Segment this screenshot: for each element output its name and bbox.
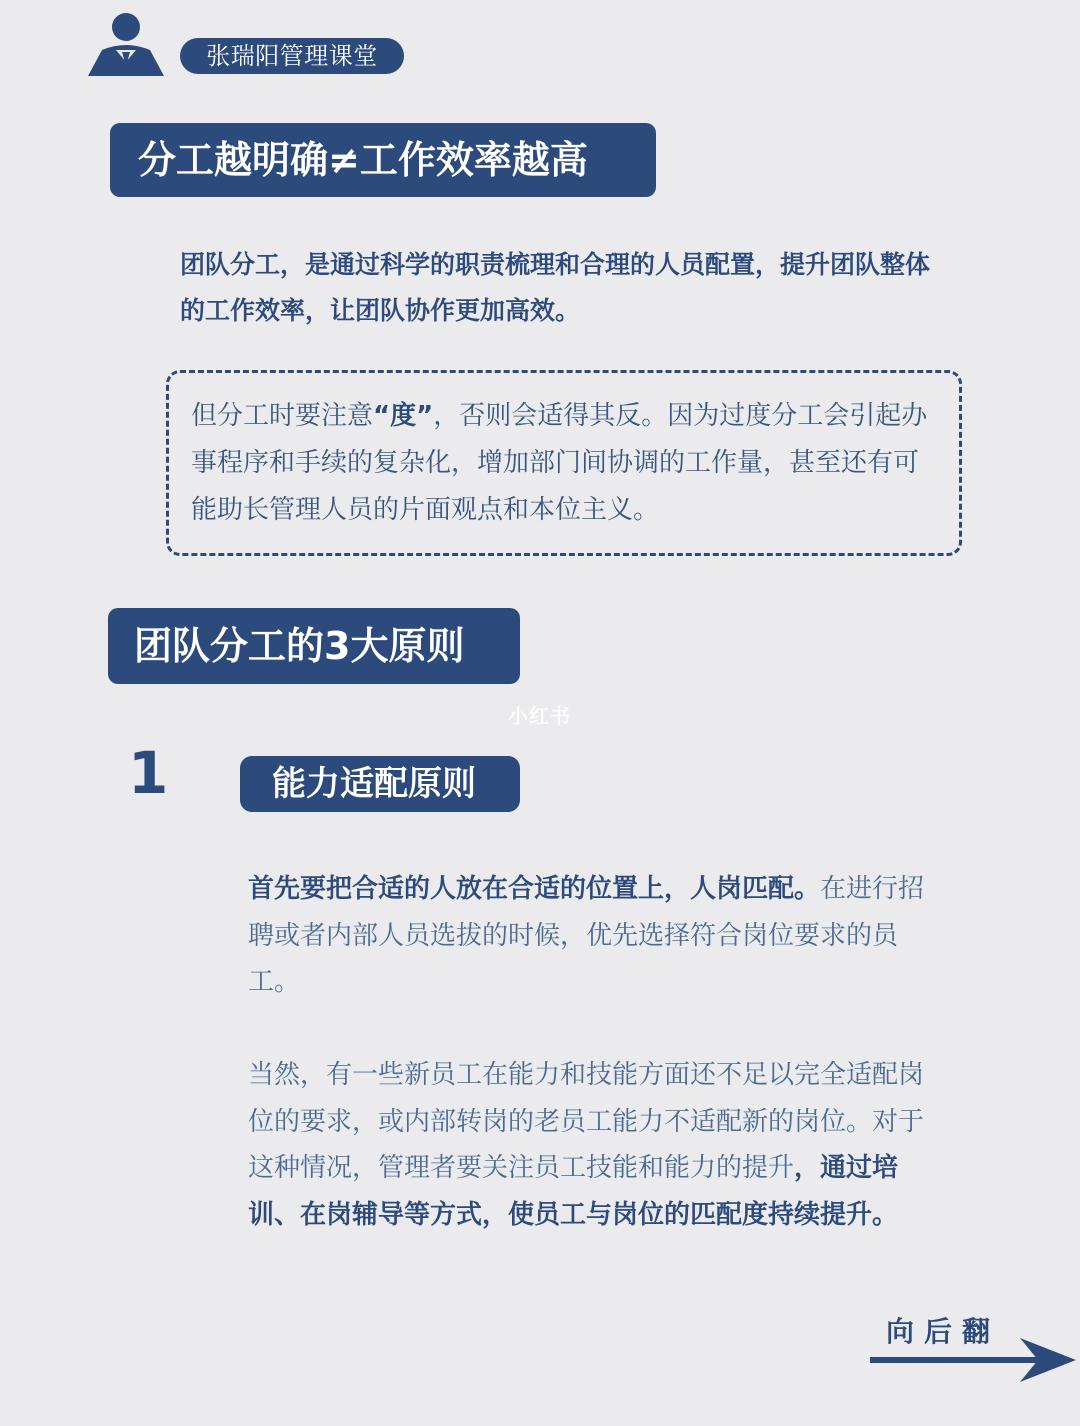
note-emphasis: “度” — [373, 401, 434, 431]
note-text-prefix: 但分工时要注意 — [191, 401, 374, 431]
note-text-rest: ，否则会适得其反。因为过度分工会引起办事程序和手续的复杂化，增加部门间协调的工作量，甚至还有可能助长管理人员的片面观点和本位主义。 — [191, 401, 928, 525]
intro-paragraph: 团队分工，是通过科学的职责梳理和合理的人员配置，提升团队整体的工作效率，让团队协作更加高效。 — [180, 250, 931, 325]
para2-start: 当然，有一些新员工在能力和技能方面还不足以完全适配岗位的要求，或内部转岗的老员工能力不适配新的岗位。对于这种情况，管理者要关注员工技能和能力的提升 — [248, 1060, 925, 1183]
para1-rest: 在进行招聘或者内部人员选拔的时候，优先选择符合岗位要求的员工。 — [248, 874, 925, 997]
user-avatar-icon — [86, 10, 166, 76]
principle-paragraph-2 — [248, 1052, 938, 1238]
principle-title: 能力适配原则 — [240, 756, 520, 812]
brand-label: 张瑞阳管理课堂 — [180, 38, 404, 74]
next-page-label[interactable]: 向后翻 — [886, 1315, 1001, 1348]
principle-paragraph-1 — [248, 866, 938, 1006]
para2-bold: ，通过培训、在岗辅导等方式，使员工与岗位的匹配度持续提升。 — [248, 1153, 899, 1230]
section-title: 分工越明确≠工作效率越高 — [110, 123, 656, 197]
principles-title: 团队分工的3大原则 — [108, 608, 520, 684]
para1-bold: 首先要把合适的人放在合适的位置上，人岗匹配。 — [248, 874, 821, 904]
watermark: 小红书 — [508, 704, 571, 728]
note-box — [166, 370, 962, 556]
principle-number: 1 — [128, 739, 169, 807]
arrow-right-icon[interactable] — [870, 1336, 1078, 1386]
